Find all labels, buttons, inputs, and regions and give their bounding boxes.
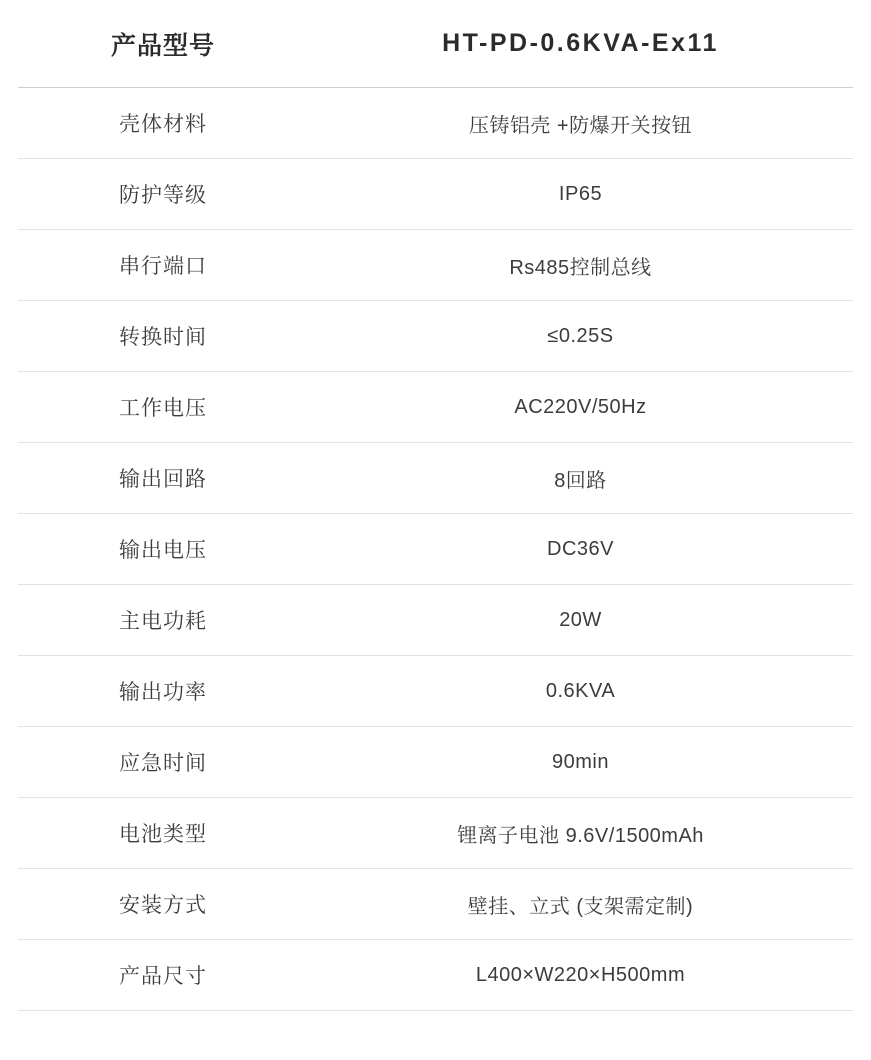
spec-value: AC220V/50Hz bbox=[514, 395, 647, 418]
spec-value: 90min bbox=[552, 750, 609, 773]
spec-label: 输出功率 bbox=[119, 681, 207, 704]
spec-value: Rs485控制总线 bbox=[509, 256, 652, 279]
table-row bbox=[18, 656, 853, 727]
table-row bbox=[18, 514, 853, 585]
spec-label: 应急时间 bbox=[119, 752, 207, 775]
table-row bbox=[18, 869, 853, 940]
table-row bbox=[18, 443, 853, 514]
table-row bbox=[18, 727, 853, 798]
spec-label: 壳体材料 bbox=[119, 113, 207, 136]
table-header-row bbox=[18, 0, 853, 88]
spec-label: 主电功耗 bbox=[119, 610, 207, 633]
spec-value: L400×W220×H500mm bbox=[475, 963, 686, 986]
spec-label: 电池类型 bbox=[119, 823, 207, 846]
table-row bbox=[18, 585, 853, 656]
spec-label: 产品尺寸 bbox=[119, 965, 207, 988]
table-row bbox=[18, 798, 853, 869]
spec-value: DC36V bbox=[547, 537, 614, 560]
spec-value: 压铸铝壳 +防爆开关按钮 bbox=[468, 114, 693, 137]
spec-label: 防护等级 bbox=[119, 184, 207, 207]
header-label: 产品型号 bbox=[110, 31, 215, 60]
spec-label: 输出回路 bbox=[119, 468, 207, 491]
table-row bbox=[18, 940, 853, 1011]
table-row bbox=[18, 372, 853, 443]
spec-label: 转换时间 bbox=[119, 326, 207, 349]
table-row bbox=[18, 88, 853, 159]
spec-label: 输出电压 bbox=[119, 539, 207, 562]
table-row bbox=[18, 159, 853, 230]
spec-value: IP65 bbox=[558, 182, 603, 205]
spec-label: 工作电压 bbox=[119, 397, 207, 420]
spec-value: 8回路 bbox=[554, 469, 607, 492]
spec-value: 20W bbox=[559, 608, 602, 631]
spec-value: 0.6KVA bbox=[545, 679, 616, 702]
table-row bbox=[18, 230, 853, 301]
spec-value: ≤0.25S bbox=[547, 324, 614, 347]
spec-label: 安装方式 bbox=[119, 894, 207, 917]
spec-label: 串行端口 bbox=[119, 255, 207, 278]
spec-value: 锂离子电池 9.6V/1500mAh bbox=[457, 824, 704, 847]
header-value: HT-PD-0.6KVA-Ex11 bbox=[442, 29, 719, 57]
spec-value: 壁挂、立式 (支架需定制) bbox=[467, 895, 694, 918]
table-row bbox=[18, 301, 853, 372]
